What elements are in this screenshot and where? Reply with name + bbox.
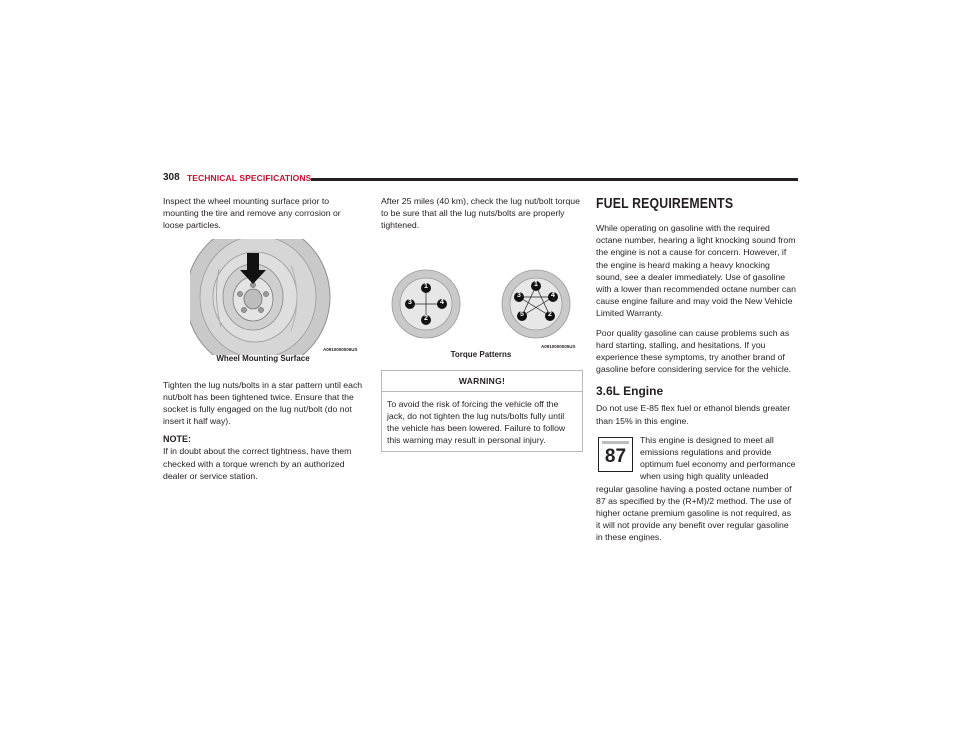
page-header xyxy=(163,172,798,186)
warning-box xyxy=(381,370,583,453)
octane-number: 87 xyxy=(604,445,627,467)
paragraph-tighten: Tighten the lug nuts/bolts in a star pattern until each nut/bolt has been tightened twice. Ensure that the socket is fully engaged on the lug nut/bolt (do not insert it half way). xyxy=(163,379,363,427)
column-left xyxy=(163,195,363,489)
column-middle xyxy=(381,195,581,452)
paragraph-inspect: Inspect the wheel mounting surface prior to mounting the tire and remove any corrosion or loose particles. xyxy=(163,196,341,231)
fuel-requirements-title: FUEL REQUIREMENTS xyxy=(596,195,734,212)
warning-title: WARNING! xyxy=(382,371,582,392)
note-label: NOTE: xyxy=(163,434,191,445)
lug-label: 4 xyxy=(551,291,555,299)
figure-caption-torque: Torque Patterns xyxy=(450,349,512,359)
figure-torque-patterns xyxy=(381,246,581,358)
lug-label: 4 xyxy=(440,298,444,306)
note-text: If in doubt about the correct tightness, have them checked with a torque wrench by an authorized dealer or service station. xyxy=(163,446,352,481)
wheel-mounting-illustration xyxy=(163,239,363,355)
page-number: 308 xyxy=(163,172,180,183)
paragraph-poor-quality: Poor quality gasoline can cause problems such as hard starting, stalling, and hesitations. If you experience these symptoms, try another brand of gasoline before considering service for the vehicle. xyxy=(596,327,792,375)
paragraph-octane: This engine is designed to meet all emissions regulations and provide optimum fuel economy and performance when using high quality unleaded regular gasoline having a posted octane number of 87 as specified by the (R+M)/2 method. The use of higher octane premium gasoline is not required, as it will not provide any benefit over regular gasoline in these engines. xyxy=(596,434,796,543)
octane-section xyxy=(596,434,796,544)
paragraph-e85: Do not use E-85 flex fuel or ethanol blends greater than 15% in this engine. xyxy=(596,403,791,426)
lug-label: 3 xyxy=(408,298,412,306)
wheel-4-lug-pattern xyxy=(392,270,460,338)
figure-wheel-mounting xyxy=(163,239,363,365)
octane-87-icon xyxy=(598,437,633,472)
engine-title: 3.6L Engine xyxy=(596,384,664,399)
header-rule xyxy=(311,178,798,181)
section-title: TECHNICAL SPECIFICATIONS xyxy=(187,173,312,183)
lug-label: 5 xyxy=(520,310,524,318)
lug-label: 2 xyxy=(424,314,428,322)
lug-label: 1 xyxy=(534,280,538,288)
figure-code-torque: A0910000005US xyxy=(541,343,576,349)
warning-text: To avoid the risk of forcing the vehicle off the jack, do not tighten the lug nuts/bolts fully until the vehicle has been lowered. Failure to follow this warning may result in personal injury. xyxy=(387,398,566,446)
column-right xyxy=(596,195,796,551)
lug-label: 3 xyxy=(517,291,521,299)
lug-label: 1 xyxy=(424,282,428,290)
figure-code-wheel: A0910000006US xyxy=(323,346,358,352)
figure-caption-wheel: Wheel Mounting Surface xyxy=(216,353,310,363)
lug-label: 2 xyxy=(548,310,552,318)
paragraph-after-25-miles: After 25 miles (40 km), check the lug nut/bolt torque to be sure that all the lug nuts/bolts are properly tightened. xyxy=(381,196,580,231)
paragraph-knocking: While operating on gasoline with the required octane number, hearing a light knocking sound from the engine is not a cause for concern. However, if the engine is heard making a heavy knocking sound, see a dealer immediately. Use of gasoline with a lower than recommended octane number can cause engine failure and may void the New Vehicle Limited Warranty. xyxy=(596,223,796,319)
